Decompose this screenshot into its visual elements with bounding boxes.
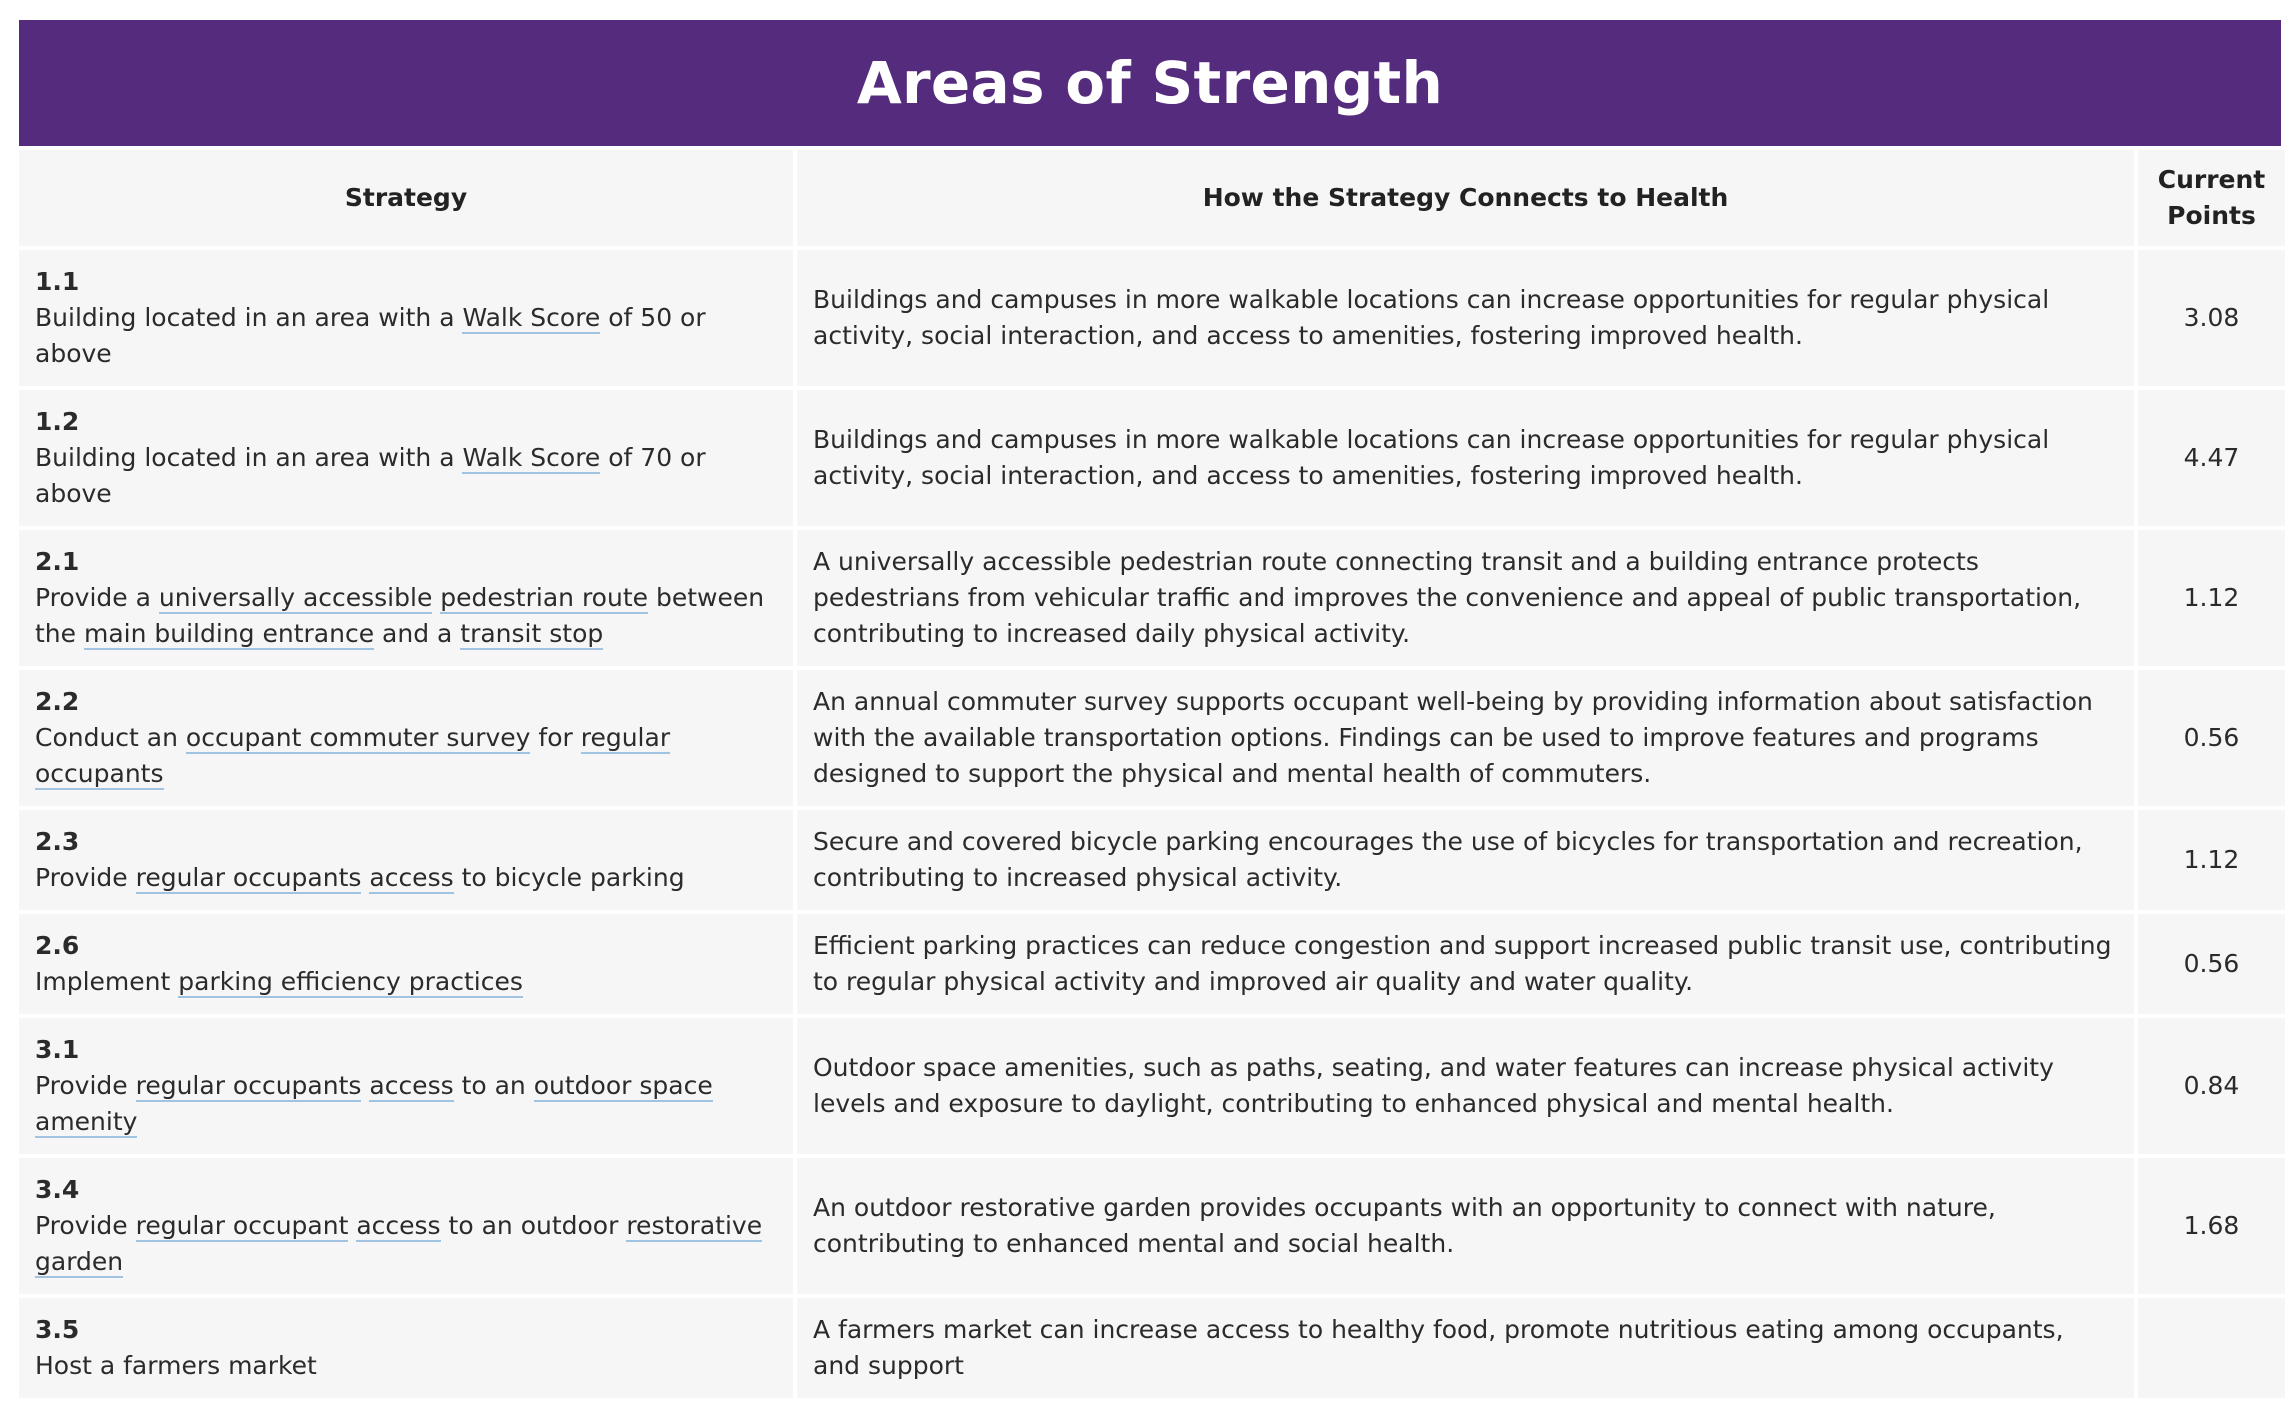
table-row <box>19 670 2285 806</box>
strategy-text: Building located in an area with a <box>35 443 463 472</box>
health-connection-cell: Buildings and campuses in more walkable locations can increase opportunities for regular physical activity, social interaction, and access to amenities, fostering improved health. <box>797 250 2134 386</box>
strategy-cell <box>19 390 793 526</box>
strategy-text: and a <box>374 619 461 648</box>
strategy-code: 3.1 <box>35 1035 80 1064</box>
strategy-cell <box>19 810 793 910</box>
current-points-cell: 0.56 <box>2138 914 2285 1014</box>
strategy-cell <box>19 914 793 1014</box>
current-points-cell: 1.12 <box>2138 530 2285 666</box>
current-points-cell: 4.47 <box>2138 390 2285 526</box>
health-connection-cell: Outdoor space amenities, such as paths, seating, and water features can increase physical activity levels and exposure to daylight, contributing to enhanced physical and mental health. <box>797 1018 2134 1154</box>
strategy-cell <box>19 670 793 806</box>
strategy-text: Provide a <box>35 583 159 612</box>
strategy-text: Host a farmers market <box>35 1351 317 1380</box>
glossary-link[interactable]: regular occupants <box>135 863 362 892</box>
glossary-link[interactable]: Walk Score <box>462 443 601 472</box>
table-row <box>19 390 2285 526</box>
health-connection-cell: A universally accessible pedestrian route connecting transit and a building entrance protects pedestrians from vehicular traffic and improves the convenience and appeal of public transportation, contributing to increased daily physical activity. <box>797 530 2134 666</box>
strategy-code: 2.2 <box>35 687 80 716</box>
current-points-cell <box>2138 1298 2285 1398</box>
health-connection-cell: An outdoor restorative garden provides occupants with an opportunity to connect with nature, contributing to enhanced mental and social health. <box>797 1158 2134 1294</box>
table-row <box>19 530 2285 666</box>
strategy-code: 3.4 <box>35 1175 80 1204</box>
strategy-text: between the <box>35 583 765 648</box>
strategy-table <box>15 146 2289 1402</box>
strategy-code: 2.6 <box>35 931 80 960</box>
glossary-link[interactable]: outdoor space amenity <box>35 1071 713 1136</box>
strategy-text: Provide <box>35 1211 136 1240</box>
table-header-row <box>19 150 2285 246</box>
strategy-text: of 50 or above <box>35 303 706 368</box>
glossary-link[interactable]: Walk Score <box>462 303 601 332</box>
table-row <box>19 1158 2285 1294</box>
strategy-cell <box>19 1018 793 1154</box>
strategy-text: Provide <box>35 863 136 892</box>
header-points-line1: Current <box>2157 165 2266 194</box>
glossary-link[interactable]: parking efficiency practices <box>178 967 523 996</box>
report-container <box>19 20 2281 1402</box>
header-points-line2: Points <box>2167 201 2256 230</box>
glossary-link[interactable]: main building entrance <box>83 619 375 648</box>
table-row <box>19 1018 2285 1154</box>
table-row <box>19 810 2285 910</box>
table-body <box>19 250 2285 1398</box>
strategy-text: to an <box>453 1071 534 1100</box>
strategy-text: to bicycle parking <box>453 863 685 892</box>
table-row <box>19 250 2285 386</box>
strategy-code: 3.5 <box>35 1315 80 1344</box>
strategy-code: 2.1 <box>35 547 80 576</box>
table-row <box>19 914 2285 1014</box>
health-connection-cell: Secure and covered bicycle parking encourages the use of bicycles for transportation and recreation, contributing to increased physical activity. <box>797 810 2134 910</box>
health-connection-cell: An annual commuter survey supports occupant well-being by providing information about satisfaction with the available transportation options. Findings can be used to improve features and programs designed to support the physical and mental health of commuters. <box>797 670 2134 806</box>
glossary-link[interactable]: pedestrian route <box>440 583 648 612</box>
glossary-link[interactable]: access <box>356 1211 441 1240</box>
strategy-cell <box>19 250 793 386</box>
header-strategy: Strategy <box>19 150 793 246</box>
strategy-cell <box>19 1298 793 1398</box>
current-points-cell: 0.56 <box>2138 670 2285 806</box>
strategy-code: 2.3 <box>35 827 80 856</box>
glossary-link[interactable]: occupant commuter survey <box>185 723 531 752</box>
strategy-text: Building located in an area with a <box>35 303 463 332</box>
title-banner <box>19 20 2281 146</box>
strategy-text: Implement <box>35 967 179 996</box>
current-points-cell: 3.08 <box>2138 250 2285 386</box>
current-points-cell: 0.84 <box>2138 1018 2285 1154</box>
glossary-link[interactable]: regular occupant <box>135 1211 349 1240</box>
strategy-text: of 70 or above <box>35 443 706 508</box>
glossary-link[interactable]: regular occupants <box>35 723 671 788</box>
strategy-cell <box>19 1158 793 1294</box>
page-title: Areas of Strength <box>856 49 1444 117</box>
glossary-link[interactable]: access <box>369 863 454 892</box>
health-connection-cell: Efficient parking practices can reduce congestion and support increased public transit use, contributing to regular physical activity and improved air quality and water quality. <box>797 914 2134 1014</box>
glossary-link[interactable]: regular occupants <box>135 1071 362 1100</box>
glossary-link[interactable]: universally accessible <box>158 583 433 612</box>
strategy-code: 1.2 <box>35 407 80 436</box>
health-connection-cell: A farmers market can increase access to healthy food, promote nutritious eating among occupants, and support <box>797 1298 2134 1398</box>
glossary-link[interactable]: restorative garden <box>35 1211 763 1276</box>
strategy-text: Provide <box>35 1071 136 1100</box>
glossary-link[interactable]: transit stop <box>460 619 604 648</box>
health-connection-cell: Buildings and campuses in more walkable locations can increase opportunities for regular physical activity, social interaction, and access to amenities, fostering improved health. <box>797 390 2134 526</box>
strategy-cell <box>19 530 793 666</box>
header-current-points <box>2138 150 2285 246</box>
strategy-text: Conduct an <box>35 723 186 752</box>
current-points-cell: 1.68 <box>2138 1158 2285 1294</box>
strategy-text: for <box>530 723 581 752</box>
strategy-code: 1.1 <box>35 267 80 296</box>
strategy-text: to an outdoor <box>440 1211 627 1240</box>
table-row <box>19 1298 2285 1398</box>
glossary-link[interactable]: access <box>369 1071 454 1100</box>
header-health: How the Strategy Connects to Health <box>797 150 2134 246</box>
current-points-cell: 1.12 <box>2138 810 2285 910</box>
